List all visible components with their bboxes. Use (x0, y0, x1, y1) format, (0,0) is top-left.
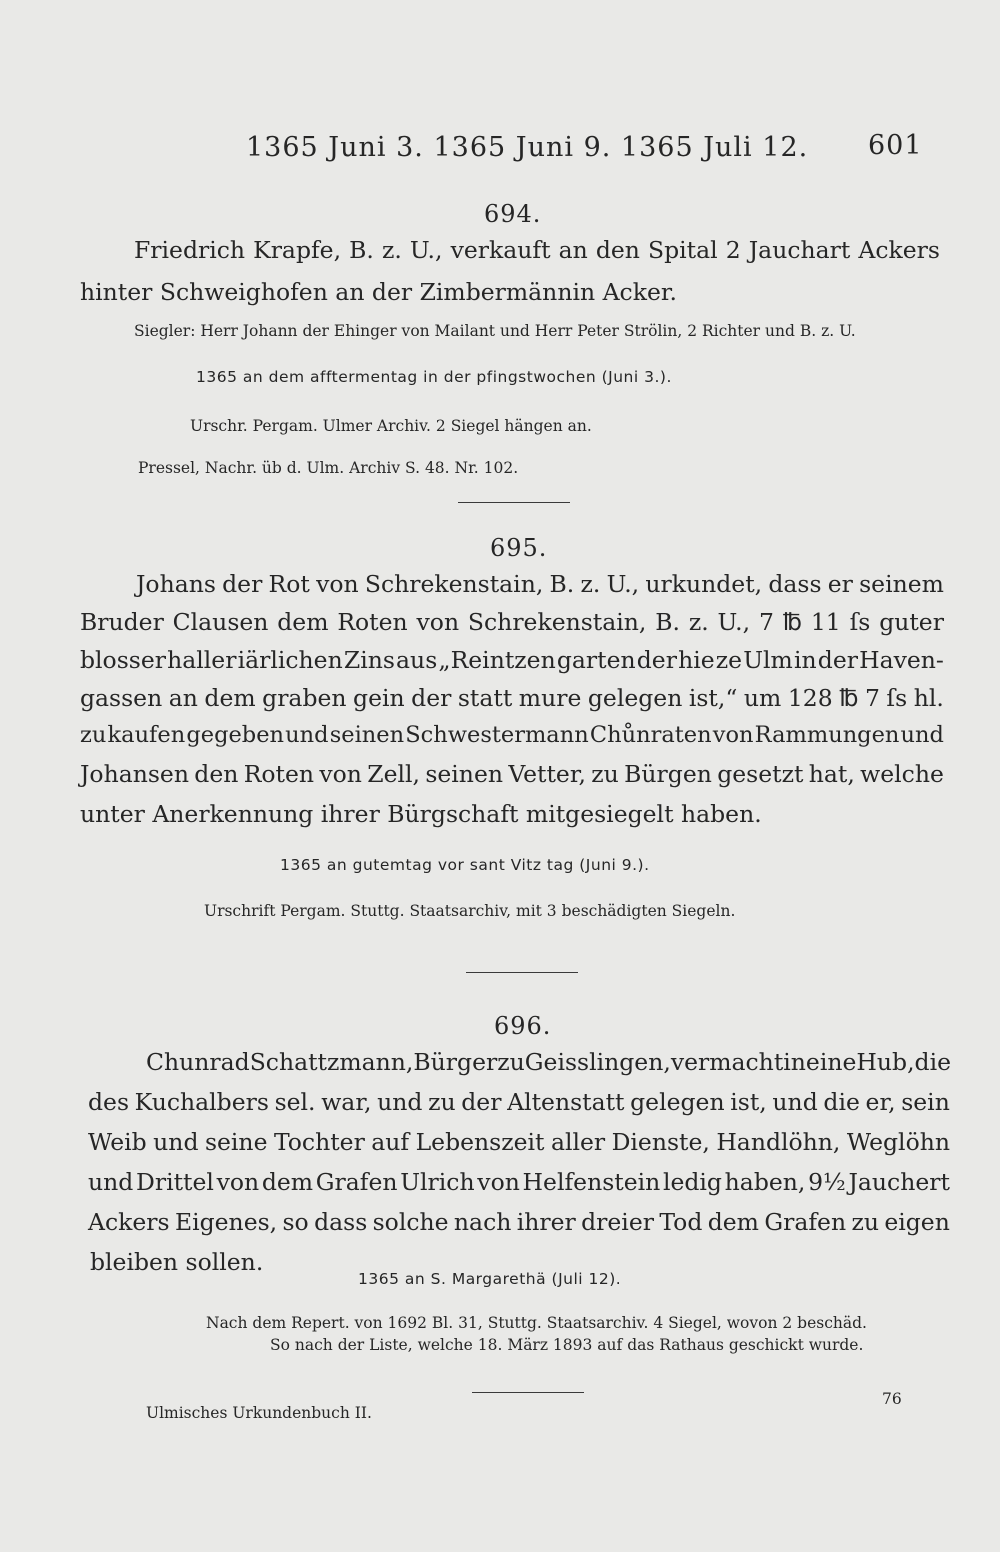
entry-text-line: bleiben sollen. (90, 1248, 264, 1276)
entry-text-line: blosser haller iärlichen Zins aus „Reintzen garten der hie ze Ulm in der Haven- (80, 646, 944, 674)
entry-source: Urschrift Pergam. Stuttg. Staatsarchiv, mit 3 beschädigten Siegeln. (204, 902, 736, 920)
entry-number: 694. (484, 200, 542, 228)
entry-text-line: zu kaufen gegeben und seinen Schwestermann Chůnraten von Rammungen und (80, 722, 944, 748)
section-divider (466, 972, 578, 973)
entry-number: 696. (494, 1012, 552, 1040)
entry-text-line: des Kuchalbers sel. war, und zu der Altenstatt gelegen ist, und die er, sein (88, 1088, 950, 1116)
section-divider (472, 1392, 584, 1393)
entry-text-line: Friedrich Krapfe, B. z. U., verkauft an den Spital 2 Jauchart Ackers (134, 236, 940, 264)
entry-text-line: und Drittel von dem Grafen Ulrich von Helfenstein ledig haben, 9½ Jauchert (88, 1168, 950, 1196)
entry-date-line: 1365 an S. Margarethä (Juli 12). (358, 1270, 622, 1288)
entry-source: Nach dem Repert. von 1692 Bl. 31, Stuttg. Staatsarchiv. 4 Siegel, wovon 2 beschäd. (206, 1314, 867, 1332)
entry-reference: Pressel, Nachr. üb d. Ulm. Archiv S. 48. Nr. 102. (138, 459, 519, 477)
section-divider (458, 502, 570, 503)
entry-text-line: Weib und seine Tochter auf Lebenszeit aller Dienste, Handlöhn, Weglöhn (88, 1128, 950, 1156)
entry-sealer: Siegler: Herr Johann der Ehinger von Mailant und Herr Peter Strölin, 2 Richter und B. z. U. (134, 322, 856, 340)
entry-text-line: unter Anerkennung ihrer Bürgschaft mitgesiegelt haben. (80, 800, 762, 828)
entry-text-line: Johans der Rot von Schrekenstain, B. z. U., urkundet, dass er seinem (136, 570, 944, 598)
entry-source: So nach der Liste, welche 18. März 1893 auf das Rathaus geschickt wurde. (270, 1336, 864, 1354)
entry-date-line: 1365 an gutemtag vor sant Vitz tag (Juni 9.). (280, 856, 650, 874)
entry-text-line: hinter Schweighofen an der Zimbermännin Acker. (80, 278, 677, 306)
entry-text-line: Ackers Eigenes, so dass solche nach ihrer dreier Tod dem Grafen zu eigen (88, 1208, 950, 1236)
entry-text-line: Chunrad Schattzmann, Bürger zu Geisslingen, vermacht in eine Hub, die (146, 1048, 952, 1076)
entry-text-line: gassen an dem graben gein der statt mure gelegen ist,“ um 128 ℔ 7 ſs hl. (80, 684, 944, 712)
footer-signature-mark: 76 (882, 1390, 902, 1408)
page-number: 601 (868, 130, 923, 161)
entry-source: Urschr. Pergam. Ulmer Archiv. 2 Siegel hängen an. (190, 417, 592, 435)
entry-number: 695. (490, 534, 548, 562)
entry-text-line: Bruder Clausen dem Roten von Schrekenstain, B. z. U., 7 ℔ 11 ſs guter (80, 608, 944, 636)
header-dates: 1365 Juni 3. 1365 Juni 9. 1365 Juli 12. (246, 132, 809, 163)
entry-date-line: 1365 an dem afftermentag in der pfingstwochen (Juni 3.). (196, 368, 672, 386)
entry-text-line: Johansen den Roten von Zell, seinen Vetter, zu Bürgen gesetzt hat, welche (80, 760, 944, 788)
footer-book-title: Ulmisches Urkundenbuch II. (146, 1404, 372, 1422)
